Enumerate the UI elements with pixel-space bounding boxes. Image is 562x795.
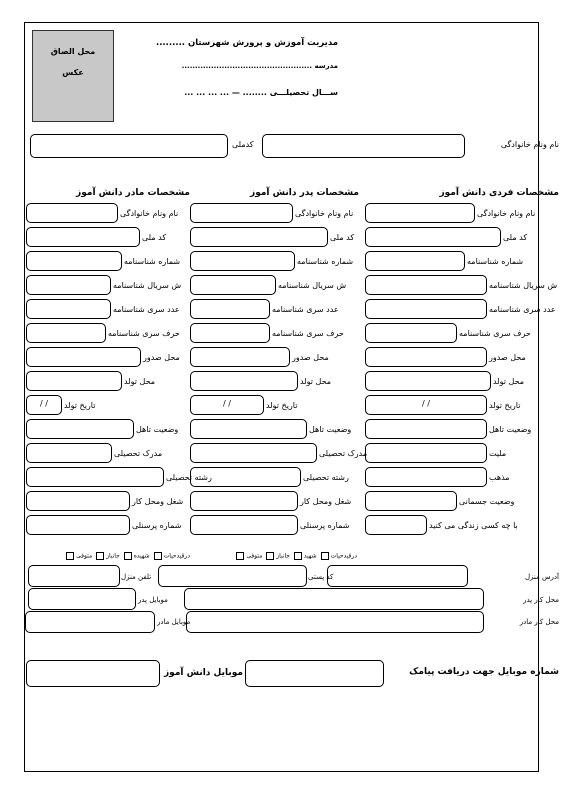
mother-mobile-label: موبایل مادر xyxy=(157,618,191,626)
mother-work-field[interactable] xyxy=(186,611,484,633)
student-field-2[interactable] xyxy=(365,251,465,271)
father-veteran-label: جانباز xyxy=(276,552,290,560)
father-label-4: عدد سری شناسنامه xyxy=(272,305,339,314)
father-label-1: کد ملی xyxy=(330,233,355,242)
father-section-header: مشخصات پدر دانش آموز xyxy=(250,188,359,198)
father-field-2[interactable] xyxy=(190,251,295,271)
father-work-label: محل کار پدر xyxy=(523,596,559,604)
student-mobile-label: موبایل دانش آموز xyxy=(164,668,243,678)
student-label-3: ش سریال شناسنامه xyxy=(489,281,558,290)
father-label-8: تاریخ تولد xyxy=(266,401,298,410)
header-line-2: مدرسه ................................................. xyxy=(181,62,338,70)
father-alive-checkbox[interactable] xyxy=(321,552,329,560)
date-separator: / / xyxy=(223,399,231,408)
mother-veteran-checkbox[interactable] xyxy=(96,552,104,560)
student-field-9[interactable] xyxy=(365,419,487,439)
national-code-label: کدملی xyxy=(232,140,254,149)
student-field-1[interactable] xyxy=(365,227,501,247)
mother-field-7[interactable] xyxy=(26,371,122,391)
student-label-9: وضعیت تاهل xyxy=(489,425,532,434)
mother-label-5: حرف سری شناسنامه xyxy=(108,329,180,338)
father-martyr-checkbox[interactable] xyxy=(294,552,302,560)
mother-label-4: عدد سری شناسنامه xyxy=(113,305,180,314)
mother-label-7: محل تولد xyxy=(124,377,156,386)
sms-mobile-label: شماره موبایل جهت دریافت پیامک xyxy=(409,667,559,677)
father-label-3: ش سریال شناسنامه xyxy=(278,281,347,290)
father-field-7[interactable] xyxy=(190,371,298,391)
father-label-10: مدرک تحصیلی xyxy=(319,449,368,458)
father-field-3[interactable] xyxy=(190,275,276,295)
mother-label-0: نام ونام خانوادگی xyxy=(120,209,179,218)
father-field-9[interactable] xyxy=(190,419,307,439)
student-field-13[interactable] xyxy=(365,515,427,535)
mother-label-8: تاریخ تولد xyxy=(64,401,96,410)
father-field-6[interactable] xyxy=(190,347,290,367)
father-label-11: رشته تحصیلی xyxy=(303,473,349,482)
student-label-4: عدد سری شناسنامه xyxy=(489,305,556,314)
father-field-4[interactable] xyxy=(190,299,270,319)
photo-label: محل الصاق xyxy=(50,47,96,56)
father-label-9: وضعیت تاهل xyxy=(309,425,352,434)
mother-field-12[interactable] xyxy=(26,491,130,511)
father-label-13: شماره پرسنلی xyxy=(300,521,350,530)
mother-field-1[interactable] xyxy=(26,227,140,247)
header-line-3: ســـال تحصیلـــی ........ — ... ... ... ... xyxy=(184,88,338,97)
father-field-1[interactable] xyxy=(190,227,328,247)
father-label-12: شغل ومحل کار xyxy=(300,497,352,506)
name-field[interactable] xyxy=(262,134,465,158)
father-label-7: محل تولد xyxy=(300,377,332,386)
student-label-1: کد ملی xyxy=(503,233,528,242)
name-label: نام ونام خانوادگی xyxy=(500,140,559,149)
student-field-12[interactable] xyxy=(365,491,457,511)
mother-label-3: ش سریال شناسنامه xyxy=(113,281,182,290)
mother-field-4[interactable] xyxy=(26,299,111,319)
mother-field-11[interactable] xyxy=(26,467,164,487)
student-label-2: شماره شناسنامه xyxy=(467,257,524,266)
mother-label-10: مدرک تحصیلی xyxy=(114,449,163,458)
student-label-12: وضعیت جسمانی xyxy=(459,497,515,506)
student-field-7[interactable] xyxy=(365,371,491,391)
postal-code-field[interactable] xyxy=(158,565,307,587)
national-code-field[interactable] xyxy=(30,134,228,158)
mother-label-12: شغل ومحل کار xyxy=(132,497,184,506)
student-field-11[interactable] xyxy=(365,467,487,487)
mother-field-2[interactable] xyxy=(26,251,122,271)
home-phone-field[interactable] xyxy=(28,565,120,587)
student-field-0[interactable] xyxy=(365,203,475,223)
student-label-7: محل تولد xyxy=(493,377,525,386)
student-mobile-field[interactable] xyxy=(26,660,160,687)
mother-label-6: محل صدور xyxy=(143,353,180,362)
student-label-8: تاریخ تولد xyxy=(489,401,521,410)
mother-status-checks xyxy=(64,552,190,560)
mother-deceased-checkbox[interactable] xyxy=(66,552,74,560)
father-field-10[interactable] xyxy=(190,443,317,463)
father-field-0[interactable] xyxy=(190,203,293,223)
student-label-10: ملیت xyxy=(489,449,507,458)
father-veteran-checkbox[interactable] xyxy=(266,552,274,560)
father-mobile-label: موبایل پدر xyxy=(138,596,168,604)
postal-code-label: کد پستی xyxy=(308,573,334,581)
mother-label-9: وضعیت تاهل xyxy=(136,425,179,434)
student-label-5: حرف سری شناسنامه xyxy=(459,329,531,338)
date-separator: / / xyxy=(422,399,430,408)
student-label-13: با چه کسی زندگی می کنید xyxy=(429,521,518,530)
mother-label-2: شماره شناسنامه xyxy=(124,257,181,266)
father-label-0: نام ونام خانوادگی xyxy=(295,209,354,218)
mother-alive-checkbox[interactable] xyxy=(154,552,162,560)
father-label-5: حرف سری شناسنامه xyxy=(272,329,344,338)
mother-alive-label: درقیدحیات xyxy=(163,552,190,560)
student-label-6: محل صدور xyxy=(489,353,526,362)
student-field-6[interactable] xyxy=(365,347,487,367)
father-label-2: شماره شناسنامه xyxy=(297,257,354,266)
mother-section-header: مشخصات مادر دانش آموز xyxy=(76,188,190,198)
father-work-field[interactable] xyxy=(184,588,484,610)
father-field-13[interactable] xyxy=(190,515,298,535)
mother-label-11: رشته تحصیلی xyxy=(166,473,212,482)
date-separator: / / xyxy=(40,399,48,408)
father-deceased-label: متوفی xyxy=(246,552,263,560)
father-field-5[interactable] xyxy=(190,323,270,343)
mother-label-1: کد ملی xyxy=(142,233,167,242)
home-phone-label: تلفن منزل xyxy=(121,573,152,581)
mother-martyr-checkbox[interactable] xyxy=(124,552,132,560)
father-status-checks xyxy=(234,552,357,560)
photo-placeholder xyxy=(32,30,114,122)
mother-field-8[interactable] xyxy=(26,395,62,415)
student-field-4[interactable] xyxy=(365,299,487,319)
header-line-1: مدیریت آموزش و پرورش شهرستان ......... xyxy=(155,38,338,48)
mother-label-13: شماره پرسنلی xyxy=(132,521,182,530)
father-deceased-checkbox[interactable] xyxy=(236,552,244,560)
mother-field-5[interactable] xyxy=(26,323,106,343)
mother-field-13[interactable] xyxy=(26,515,130,535)
mother-work-label: محل کار مادر xyxy=(519,618,559,626)
mother-deceased-label: متوفی xyxy=(76,552,93,560)
mother-veteran-label: جانباز xyxy=(106,552,120,560)
student-field-8[interactable] xyxy=(365,395,487,415)
photo-label-2: عکس xyxy=(62,68,84,77)
mother-field-6[interactable] xyxy=(26,347,141,367)
student-label-11: مذهب xyxy=(489,473,510,482)
home-address-field[interactable] xyxy=(327,565,468,587)
mother-field-3[interactable] xyxy=(26,275,111,295)
mother-field-0[interactable] xyxy=(26,203,118,223)
student-section-header: مشخصات فردی دانش آموز xyxy=(439,188,559,198)
home-address-label: آدرس منزل xyxy=(524,573,559,581)
father-martyr-label: شهید xyxy=(303,552,317,560)
student-field-3[interactable] xyxy=(365,275,487,295)
father-field-8[interactable] xyxy=(190,395,264,415)
student-field-10[interactable] xyxy=(365,443,487,463)
father-label-6: محل صدور xyxy=(292,353,329,362)
mother-field-10[interactable] xyxy=(26,443,112,463)
sms-mobile-field[interactable] xyxy=(245,660,384,687)
mother-martyr-label: شهیده xyxy=(133,552,150,560)
father-mobile-field[interactable] xyxy=(28,588,136,610)
father-field-12[interactable] xyxy=(190,491,298,511)
mother-mobile-field[interactable] xyxy=(25,611,155,633)
student-field-5[interactable] xyxy=(365,323,457,343)
father-alive-label: درقیدحیات xyxy=(330,552,357,560)
mother-field-9[interactable] xyxy=(26,419,134,439)
student-label-0: نام ونام خانوادگی xyxy=(477,209,536,218)
